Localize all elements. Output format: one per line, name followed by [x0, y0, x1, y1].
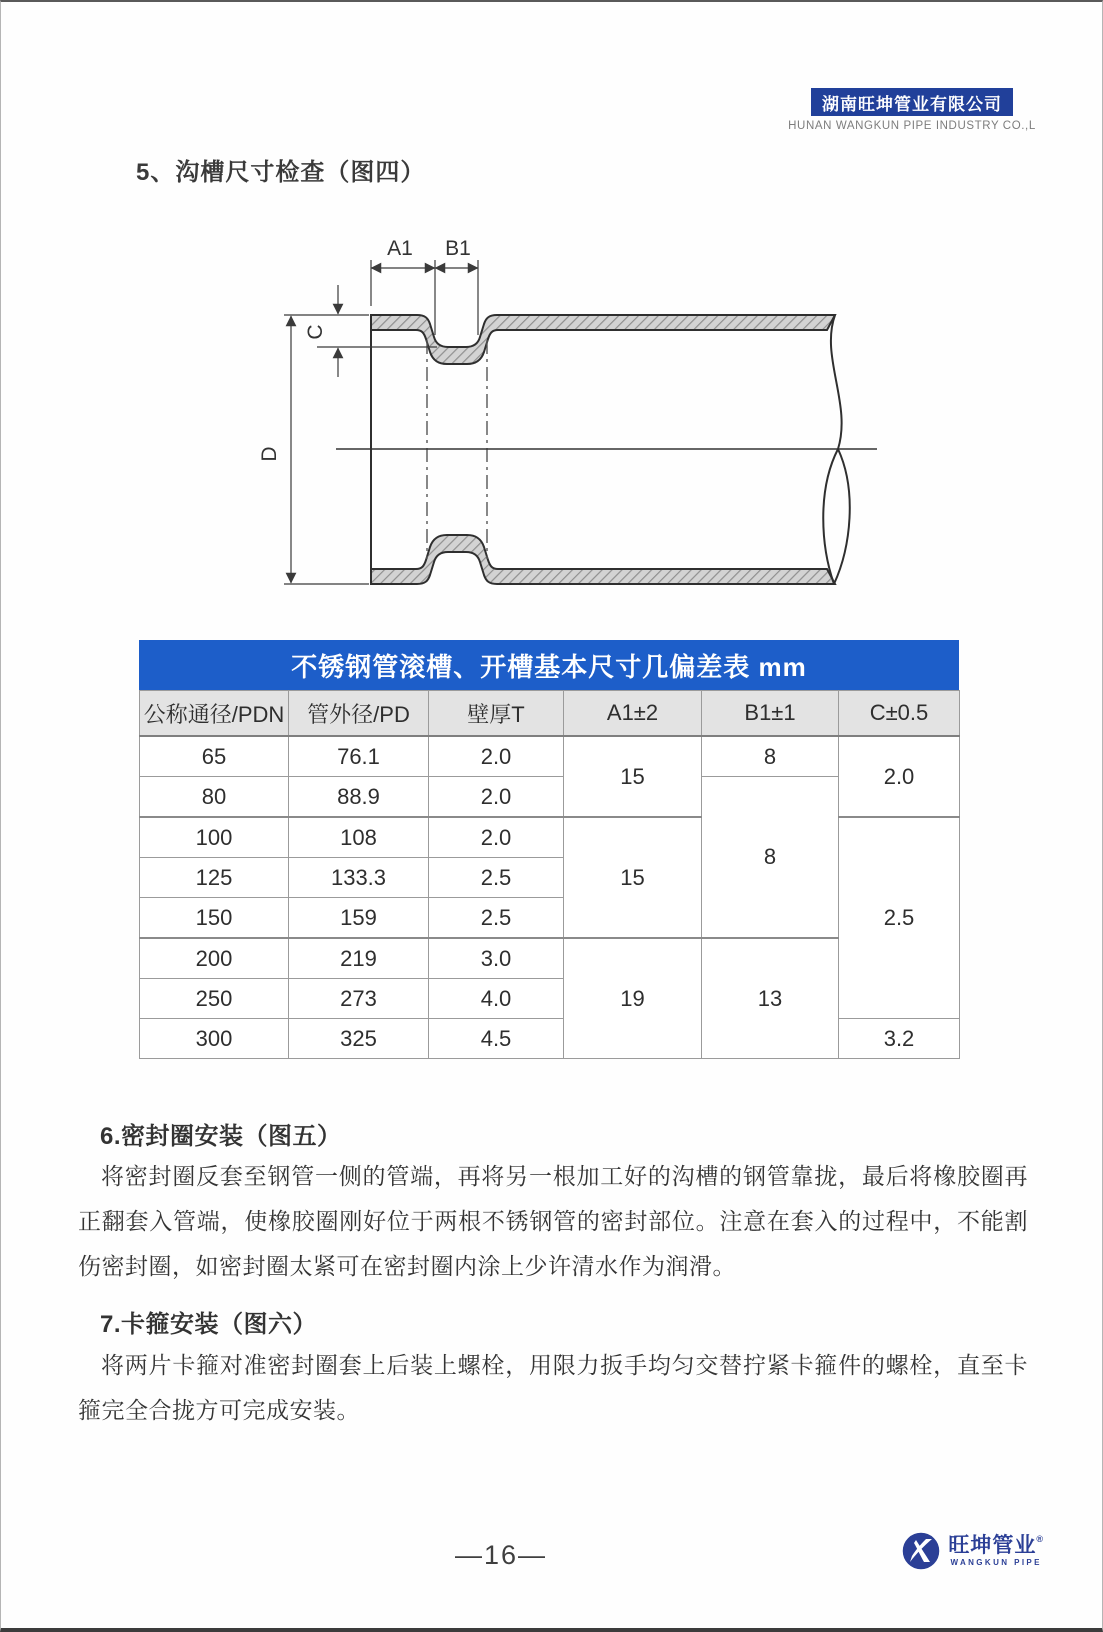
- spec-table-body: [140, 736, 960, 1059]
- table-cell: 200: [140, 938, 289, 979]
- table-cell: 3.2: [839, 1019, 960, 1059]
- table-cell: 15: [564, 736, 702, 817]
- table-cell: 3.0: [429, 938, 564, 979]
- col-header-t: 壁厚T: [429, 691, 564, 737]
- table-row: [140, 736, 960, 777]
- table-cell: 108: [289, 817, 429, 858]
- section6-paragraph: 将密封圈反套至钢管一侧的管端，再将另一根加工好的沟槽的钢管靠拢，最后将橡胶圈再正翻套入管端，使橡胶圈刚好位于两根不锈钢管的密封部位。注意在套入的过程中，不能割伤密封圈，如密封圈太紧可在密封圈内涂上少许清水作为润滑。: [78, 1163, 1028, 1279]
- label-a1: A1: [387, 237, 413, 260]
- col-header-a1: A1±2: [564, 691, 702, 737]
- col-header-pd: 管外径/PD: [289, 691, 429, 737]
- company-name-en: HUNAN WANGKUN PIPE INDUSTRY CO.,L: [788, 120, 1036, 132]
- table-cell: 76.1: [289, 736, 429, 777]
- table-cell: 8: [702, 736, 839, 777]
- table-cell: 2.5: [429, 858, 564, 898]
- registered-mark: ®: [1036, 1534, 1044, 1544]
- pipe-bottom-wall: [371, 535, 835, 584]
- table-cell: 15: [564, 817, 702, 938]
- logo-brand-cn: 旺坤管业®: [948, 1534, 1044, 1557]
- company-name-cn: 湖南旺坤管业有限公司: [822, 94, 1002, 114]
- logo-text: [948, 1535, 1044, 1567]
- spec-table-header-row: [140, 691, 960, 737]
- table-cell: 2.5: [839, 817, 960, 1019]
- table-cell: 2.5: [429, 898, 564, 939]
- label-b1: B1: [445, 237, 471, 260]
- table-cell: 88.9: [289, 777, 429, 818]
- section7-paragraph: 将两片卡箍对准密封圈套上后装上螺栓，用限力扳手均匀交替拧紧卡箍件的螺栓，直至卡箍完全合拢方可完成安装。: [78, 1352, 1028, 1423]
- table-cell: 325: [289, 1019, 429, 1059]
- table-cell: 133.3: [289, 858, 429, 898]
- table-cell: 2.0: [429, 777, 564, 818]
- table-cell: 13: [702, 938, 839, 1059]
- groove-dimension-diagram: [1, 202, 1103, 632]
- pipe-top-wall: [371, 315, 835, 364]
- label-c: C: [304, 324, 327, 340]
- table-cell: 8: [702, 777, 839, 939]
- section7-title: 7.卡箍安装（图六）: [100, 1311, 318, 1338]
- wangkun-logo-icon: [900, 1530, 942, 1572]
- spec-table: [139, 640, 959, 1059]
- table-cell: 80: [140, 777, 289, 818]
- table-cell: 273: [289, 979, 429, 1019]
- table-cell: 125: [140, 858, 289, 898]
- section5-title: 5、沟槽尺寸检查（图四）: [136, 159, 426, 186]
- table-cell: 2.0: [429, 817, 564, 858]
- table-cell: 159: [289, 898, 429, 939]
- table-cell: 4.0: [429, 979, 564, 1019]
- table-cell: 300: [140, 1019, 289, 1059]
- dimension-d: [284, 316, 369, 584]
- spec-table-title: 不锈钢管滚槽、开槽基本尺寸几偏差表 mm: [139, 640, 959, 690]
- logo-brand-en: WANGKUN PIPE: [950, 1558, 1042, 1567]
- table-cell: 100: [140, 817, 289, 858]
- footer-logo: [900, 1530, 1044, 1572]
- table-cell: 250: [140, 979, 289, 1019]
- section6-title: 6.密封圈安装（图五）: [100, 1123, 342, 1150]
- table-row: [140, 938, 960, 979]
- table-cell: 65: [140, 736, 289, 777]
- col-header-b1: B1±1: [702, 691, 839, 737]
- page-number: —16—: [454, 1540, 548, 1570]
- table-cell: 19: [564, 938, 702, 1059]
- table-cell: 2.0: [429, 736, 564, 777]
- table-cell: 4.5: [429, 1019, 564, 1059]
- table-cell: 219: [289, 938, 429, 979]
- col-header-c: C±0.5: [839, 691, 960, 737]
- label-d: D: [258, 446, 281, 462]
- table-cell: 150: [140, 898, 289, 939]
- col-header-pdn: 公称通径/PDN: [140, 691, 289, 737]
- table-cell: 2.0: [839, 736, 960, 817]
- table-row: [140, 777, 960, 818]
- company-name-banner: [811, 88, 1013, 116]
